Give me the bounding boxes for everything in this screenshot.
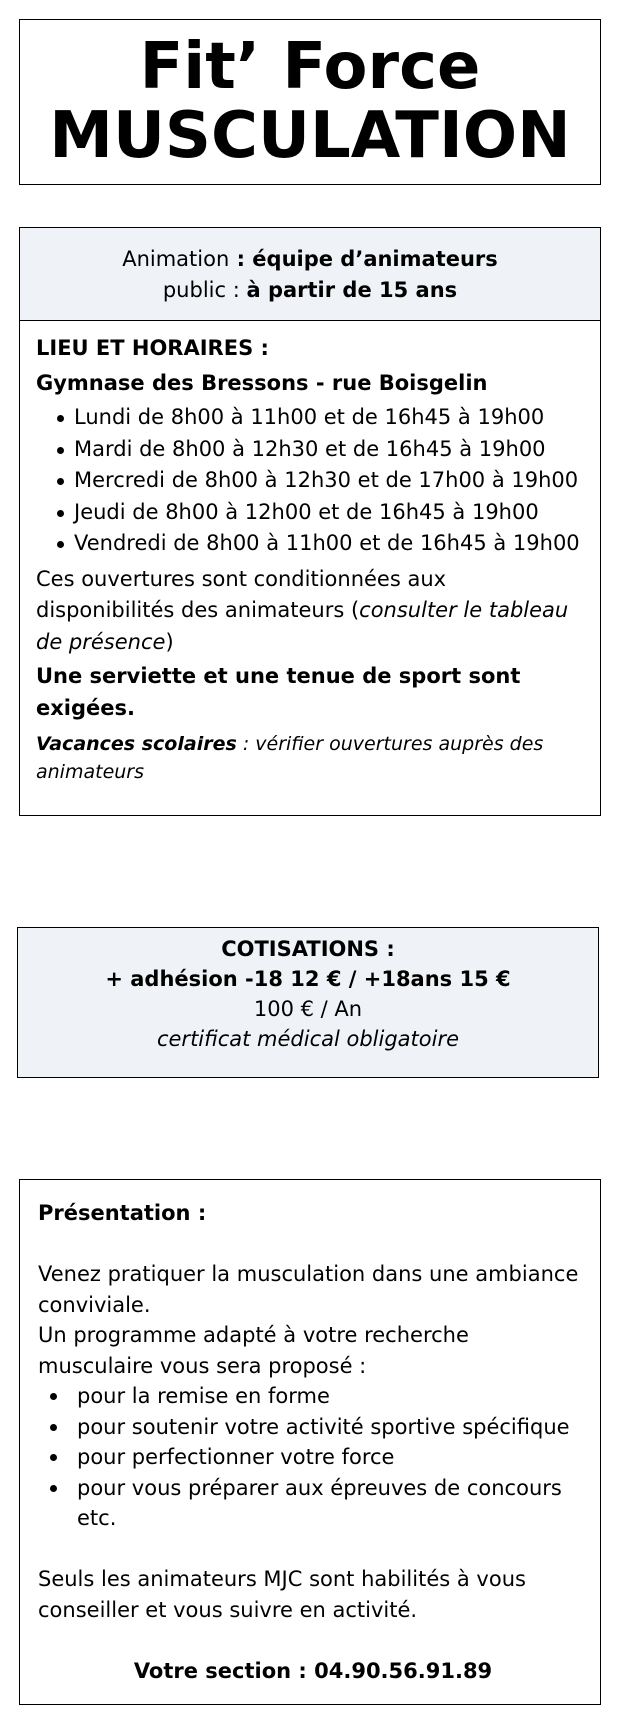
spacer — [38, 1229, 588, 1260]
info-header — [20, 228, 600, 321]
location: Gymnase des Bressons - rue Boisgelin — [36, 370, 488, 395]
spacer — [38, 1625, 588, 1656]
animation-label: Animation — [122, 247, 230, 271]
schedule-item: Mardi de 8h00 à 12h30 et de 16h45 à 19h00 — [36, 434, 585, 466]
conditions-before: Ces ouvertures sont conditionnées aux disponibilités des animateurs ( — [36, 566, 447, 622]
animation-line — [20, 244, 600, 275]
conditions-after: ) — [165, 629, 174, 654]
title-line-1: Fit’ Force — [139, 30, 481, 104]
conditions-italic: consulter le tableau de présence — [36, 598, 569, 654]
cotisations-box — [17, 927, 599, 1078]
title-box — [19, 19, 601, 185]
public-label: public : — [162, 278, 247, 302]
spacer — [38, 1534, 588, 1565]
certificate-text: certificat médical obligatoire — [156, 1027, 460, 1051]
presentation-item: pour soutenir votre activité sportive spécifique — [38, 1412, 588, 1443]
presentation-intro: Venez pratiquer la musculation dans une ambiance conviviale. — [38, 1262, 579, 1317]
animation-separator: : — [229, 247, 253, 271]
schedule-item: Lundi de 8h00 à 11h00 et de 16h45 à 19h00 — [36, 402, 585, 434]
presentation-item: pour perfectionner votre force — [38, 1442, 588, 1473]
presentation-heading: Présentation : — [38, 1201, 207, 1225]
public-line — [20, 275, 600, 306]
adhesion-text: + adhésion -18 12 € / +18ans 15 € — [105, 967, 511, 991]
contact-phone: Votre section : 04.90.56.91.89 — [133, 1658, 493, 1683]
presentation-program: Un programme adapté à votre recherche musculaire vous sera proposé : — [38, 1323, 469, 1378]
requirement-text: Une serviette et une tenue de sport sont exigées. — [36, 664, 521, 720]
conditions-text — [36, 564, 585, 659]
public-value: à partir de 15 ans — [246, 278, 458, 302]
schedule-item: Jeudi de 8h00 à 12h00 et de 16h45 à 19h00 — [36, 497, 585, 529]
info-box — [19, 227, 601, 816]
animation-value: équipe d’animateurs — [252, 247, 498, 271]
advice-text: Seuls les animateurs MJC sont habilités à vous conseiller et vous suivre en activité. — [38, 1567, 526, 1622]
cotisations-heading: COTISATIONS : — [221, 937, 395, 961]
vacances-label: Vacances scolaires — [36, 733, 237, 755]
presentation-box — [19, 1179, 601, 1705]
presentation-item: pour la remise en forme — [38, 1381, 588, 1412]
schedule-list — [36, 402, 585, 560]
price-text: 100 € / An — [253, 997, 363, 1021]
schedule-item: Vendredi de 8h00 à 11h00 et de 16h45 à 19h00 — [36, 528, 585, 560]
vacances-note — [36, 730, 585, 786]
presentation-list — [38, 1381, 588, 1534]
vacances-text: : vérifier ouvertures auprès des animateurs — [36, 733, 544, 783]
presentation-item: pour vous préparer aux épreuves de concours etc. — [38, 1473, 588, 1534]
title-line-2: MUSCULATION — [49, 99, 571, 173]
lieu-heading: LIEU ET HORAIRES : — [36, 336, 269, 360]
info-body — [20, 321, 600, 786]
schedule-item: Mercredi de 8h00 à 12h30 et de 17h00 à 19h00 — [36, 465, 585, 497]
